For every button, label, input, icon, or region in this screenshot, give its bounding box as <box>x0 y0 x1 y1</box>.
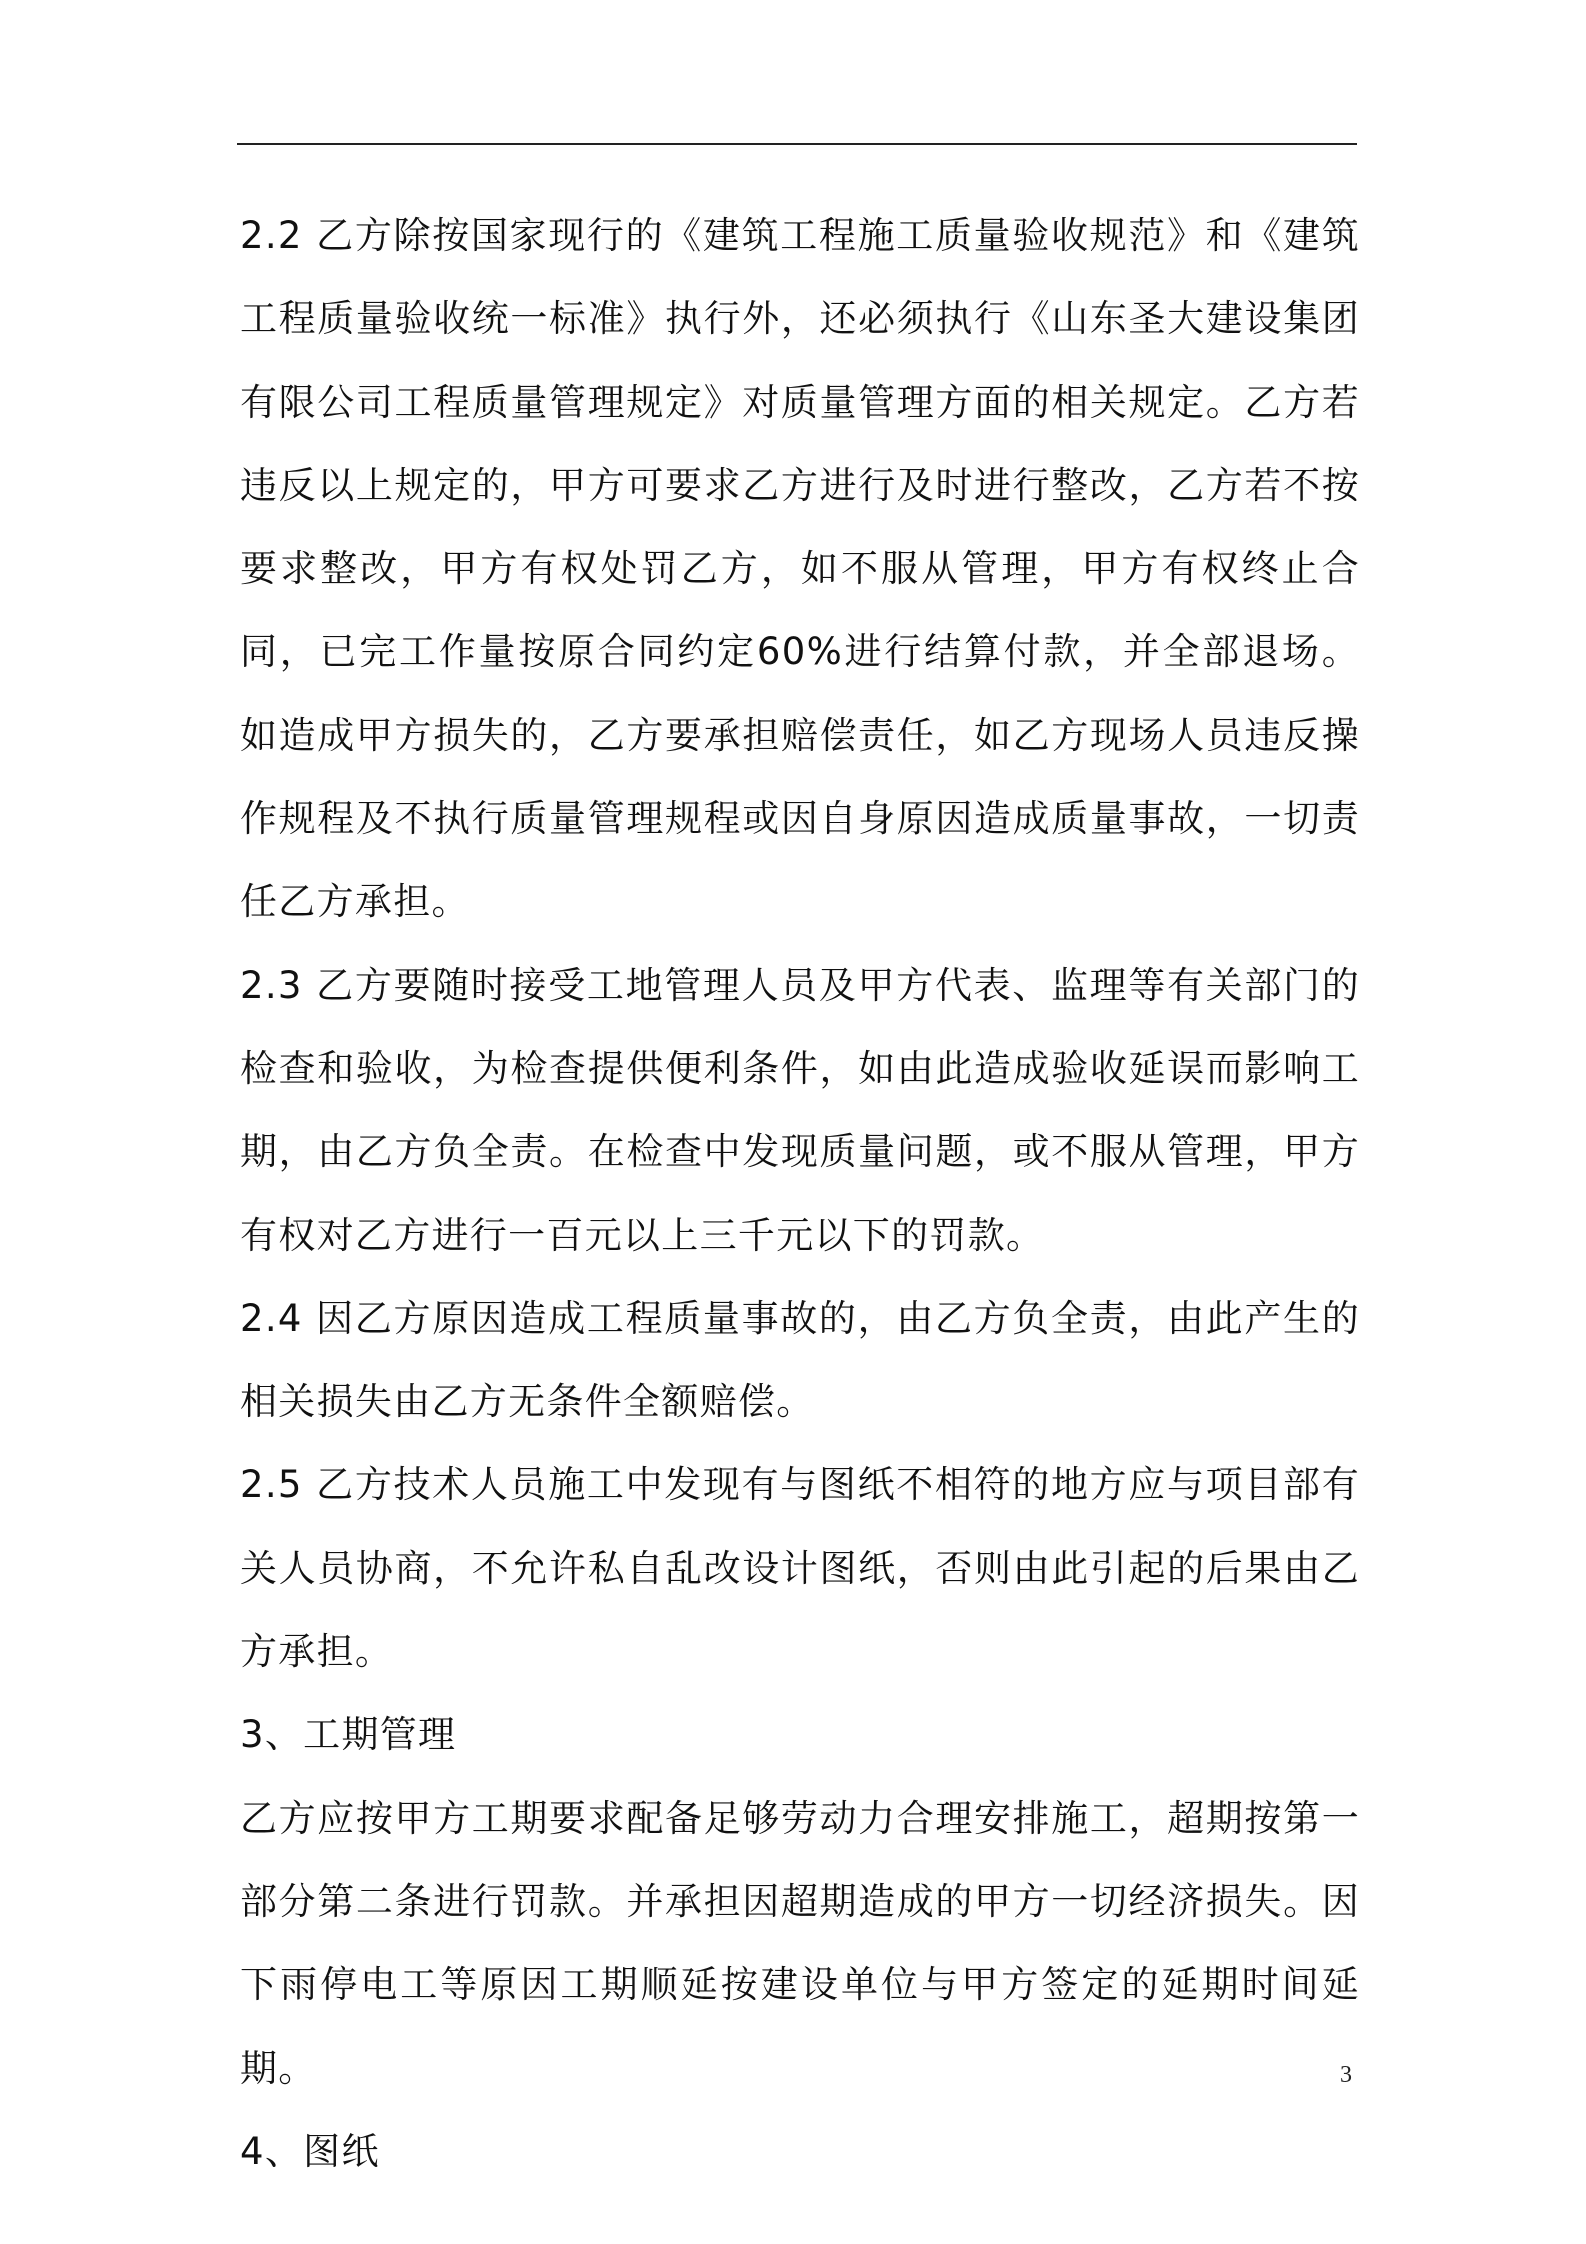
paragraph-2-4: 2.4 因乙方原因造成工程质量事故的，由乙方负全责，由此产生的相关损失由乙方无条件全额赔偿。 <box>240 1296 1360 1424</box>
section-heading-drawings: 4、图纸 <box>240 2129 380 2173</box>
body-text <box>240 194 1360 2193</box>
header-rule <box>237 143 1357 145</box>
page-number: 3 <box>1340 2062 1352 2088</box>
section-heading-schedule: 3、工期管理 <box>240 1713 457 1757</box>
paragraph-2-2: 2.2 乙方除按国家现行的《建筑工程施工质量验收规范》和《建筑工程质量验收统一标准》执行外，还必须执行《山东圣大建设集团有限公司工程质量管理规定》对质量管理方面的相关规定。乙方若违反以上规定的，甲方可要求乙方进行及时进行整改，乙方若不按要求整改，甲方有权处罚乙方，如不服从管理，甲方有权终止合同，已完工作量按原合同约定60%进行结算付款，并全部退场。如造成甲方损失的，乙方要承担赔偿责任，如乙方现场人员违反操作规程及不执行质量管理规程或因自身原因造成质量事故，一切责任乙方承担。 <box>240 214 1360 924</box>
paragraph-2-5: 2.5 乙方技术人员施工中发现有与图纸不相符的地方应与项目部有关人员协商，不允许私自乱改设计图纸，否则由此引起的后果由乙方承担。 <box>240 1463 1360 1674</box>
paragraph-2-3: 2.3 乙方要随时接受工地管理人员及甲方代表、监理等有关部门的检查和验收，为检查提供便利条件，如由此造成验收延误而影响工期，由乙方负全责。在检查中发现质量问题，或不服从管理，甲方有权对乙方进行一百元以上三千元以下的罚款。 <box>240 963 1360 1257</box>
paragraph-schedule: 乙方应按甲方工期要求配备足够劳动力合理安排施工，超期按第一部分第二条进行罚款。并承担因超期造成的甲方一切经济损失。因下雨停电工等原因工期顺延按建设单位与甲方签定的延期时间延期。 <box>240 1796 1360 2090</box>
